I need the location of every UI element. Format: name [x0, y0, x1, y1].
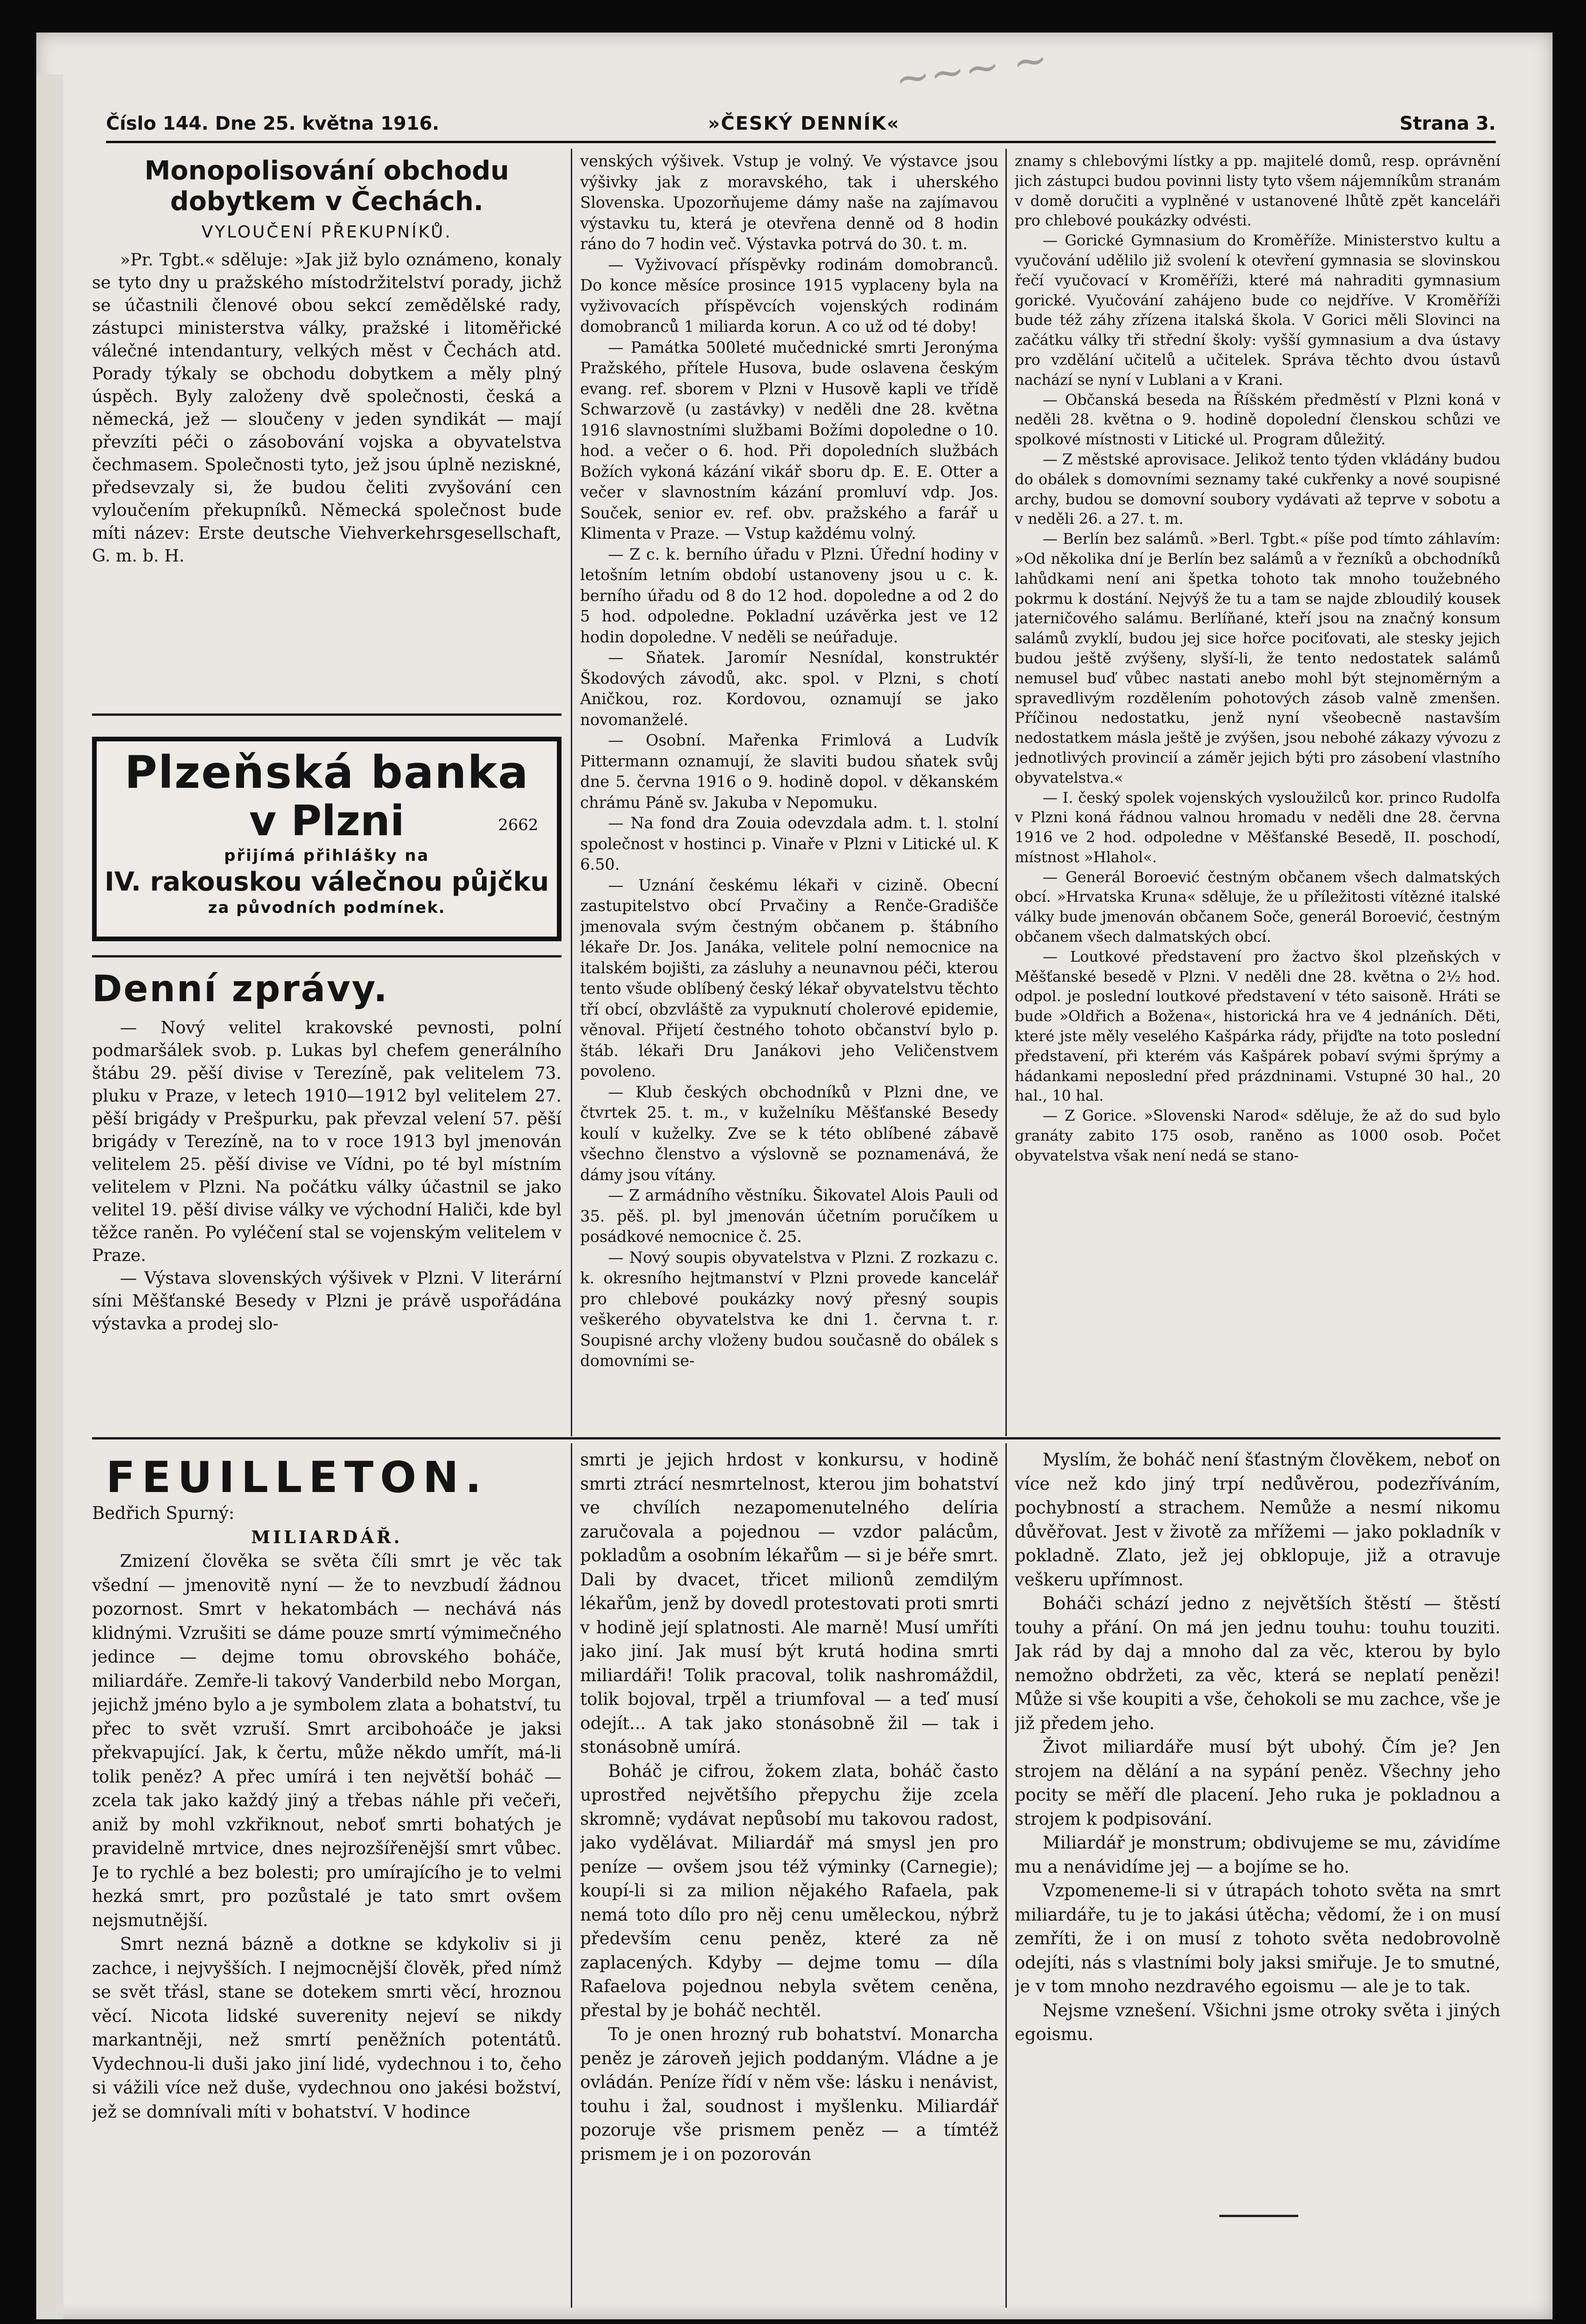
feuilleton-column-3: [1015, 1448, 1500, 2210]
news-item: — Vyživovací příspěvky rodinám domobranců. Do konce měsíce prosince 1915 vyplaceny byla na vyživovacích příspěvcích vojenských rodinám domobranců 1 miliarda korun. A co už od té doby!: [580, 255, 998, 336]
ad-number: 2662: [498, 816, 538, 834]
feuilleton-paragraph: To je onen hrozný rub bohatství. Monarcha peněz je zároveň jejich poddaným. Vládne a je ovládán. Peníze řídí v něm vše: lásku i nenávist, touhu i žal, soudnost i myšlenku. Miliardář pozoruje vše prismem peněz — a tímtéž prismem je i on pozorován: [580, 2024, 998, 2164]
article-body: »Pr. Tgbt.« sděluje: »Jak již bylo oznámeno, konaly se tyto dny u pražského místodržitelství porady, jichž se účastnili členové obou sekcí zemědělské rady, zástupci ministerstva války, pražské i litoměřické válečné intendantury, velkých měst v Čechách atd. Porady týkaly se obchodu dobytkem a měly plný úspěch. Byly založeny dvě společnosti, česká a německá, jež — sloučeny v jeden syndikát — mají převzíti péči o zásobování vojska a obyvatelstva čechmasem. Společnosti tyto, jež jsou úplně neziskné, předsevzaly si, že budou čeliti zvyšování cen vyloučením překupníků. Německá společnost bude míti název: Erste deutsche Viehverkehrsgesellschaft, G. m. b. H.: [92, 250, 562, 566]
adjacent-page-edge: [36, 74, 63, 2319]
feuilleton-title: MILIARDÁŘ.: [251, 1526, 403, 1547]
news-item: — Klub českých obchodníků v Plzni dne, ve čtvrtek 25. t. m., v kuželníku Měšťanské Besedy koulí v kuželky. Zve se k této oblíbené zábavě všechno členstvo a výslovně se poznamenává, že dámy jsou vítány.: [580, 1083, 998, 1184]
issue-date: Číslo 144. Dne 25. května 1916.: [106, 113, 439, 134]
feuilleton-column-2: [580, 1448, 998, 2310]
news-item: — Nový velitel krakovské pevnosti, polní podmaršálek svob. p. Lukas byl chefem generálního štábu 29. pěší divise v Terezíně, pak velitelem 73. pluku v Praze, v letech 1910—1912 byl velitelem 27. pěší brigády v Prešpurku, pak převzal velení 57. pěší brigády v Terezíně, na to v roce 1913 byl jmenován velitelem 25. pěší divise ve Vídni, po té byl místním velitelem v Plzni. Na počátku války účastnil se jako velitel 19. pěší divise války ve východní Haliči, kde byl těžce raněn. Po vyléčení stal se vojenským velitelem v Praze.: [92, 1017, 562, 1265]
feuilleton-paragraph: Život miliardáře musí být ubohý. Čím je? Jen strojem na dělání a na sypání peněz. Všechny jeho pocity se měří dle placení. Jeho ruka je pokladnou a strojem k podpisování.: [1015, 1737, 1500, 1829]
news-item: venských výšivek. Vstup je volný. Ve výstavce jsou výšivky jak z moravského, tak i uherského Slovenska. Upozorňujeme dámy naše na zajímavou výstavku tu, která je otevřena denně od 8 hodin ráno do 7 hodin več. Výstavka potrvá do 30. t. m.: [580, 152, 998, 253]
news-item: — Gorické Gymnasium do Kroměříže. Ministerstvo kultu a vyučování udělilo již svolení k otevření gymnasia se slovinskou řečí vyučovací v Kroměříži, které má nahraditi gymnasium gorické. Vyučování zahájeno bude co nejdříve. V Kroměříži bude též záhy zřízena italská škola. V Gorici měli Slovinci na začátku války tři střední školy: vyšší gymnasium a dva ústavy pro vzdělání učitelů a učitelek. Správa těchto dvou ústavů nachází se nyní v Lublani a v Krani.: [1015, 231, 1500, 389]
news-item: — Památka 500leté mučednické smrti Jeronýma Pražského, přítele Husova, bude oslavena českým evang. ref. sborem v Plzni v Husově kapli ve třídě Schwarzově (u zastávky) v neděli dne 28. května 1916 slavnostními službami Božími dopoledne o 10. hod. a večer o 6. hod. Při dopoledních službách Božích vykoná kázání vikář sboru dp. E. E. Otter a večer v slavnostním kázání promluví vdp. Jos. Souček, senior ev. ref. obv. pražského a farář u Klimenta v Praze. — Vstup každému volný.: [580, 338, 998, 542]
masthead-rule: [106, 141, 1496, 143]
section-rule: [92, 955, 562, 957]
newspaper-name: »ČESKÝ DENNÍK«: [708, 113, 900, 134]
news-item: — Sňatek. Jaromír Nesnídal, konstruktér Škodových závodů, akc. spol. v Plzni, s chotí Aničkou, roz. Kordovou, oznamují se jako novomanželé.: [580, 648, 998, 729]
ad-line: za původních podmínek.: [208, 898, 446, 917]
news-item: — Z armádního věstníku. Šikovatel Alois Pauli od 35. pěš. pl. byl jmenován účetním poručíkem u posádkové nemocnice č. 25.: [580, 1186, 998, 1246]
article-subtitle: VYLOUČENÍ PŘEKUPNÍKŮ.: [201, 223, 452, 242]
column-divider: [571, 1443, 572, 2308]
daily-news-section: [92, 967, 562, 1432]
news-item: znamy s chlebovými lístky a pp. majitelé domů, resp. oprávnění jich zástupci budou povinni listy tyto všem nájemníkům stranám v domě doručiti a vyplněné v ustanovené lhůtě zpět kanceláři pro chlebové poukázky odvésti.: [1015, 152, 1500, 230]
feuilleton-paragraph: Boháči schází jedno z největších štěstí — štěstí touhy a přání. On má jen jednu touhu: touhu touziti. Jak rád by daj a mnoho dal za věc, kterou by bylo nemožno obdržeti, za věc, která se neplatí penězi! Může si vše koupiti a vše, čehokoli se mu zachce, vše je již předem jeho.: [1015, 1593, 1500, 1733]
feuilleton-paragraph: Zmizení člověka se světa číli smrt je věc tak všední — jmenovitě nyní — že to nevzbudí žádnou pozornost. Smrt v hekatombách — nechává nás klidnými. Vzrušiti se dáme pouze smrtí výmimečného jedince — dejme tomu obrovského boháče, miliardáře. Zemře-li takový Vanderbild nebo Morgan, jejichž jméno bylo a je symbolem zlata a bohatství, tu přec to svět vzruší. Smrt arcibohoáče je jaksi překvapující. Jak, k čertu, může někdo umřít, má-li tolik peněz? A přec umírá i ten největší boháč — zcela tak jako každý jiný a třebas náhle při večeři, aniž by mohl vzkřiknout, neboť smrti bohatých je pravidelně mrtvice, dnes nejrozšířenější smrt vůbec. Je to rychlé a bez bolesti; pro umírajícího je to velmi hezká smrt, pro pozůstalé je tato smrt ovšem nejsmutnější.: [92, 1551, 562, 1930]
news-item: — Nový soupis obyvatelstva v Plzni. Z rozkazu c. k. okresního hejtmanství v Plzni provede kancelář pro chlebové poukázky nový přesný soupis veškerého obyvatelstva ke dni 1. června t. r. Soupisné archy vloženy budou současně do obálek s domovními se-: [580, 1248, 998, 1370]
news-item: — Občanská beseda na Říšském předměstí v Plzni koná v neděli 28. května o 9. hodině dopolední členskou schůzi ve spolkové místnosti v Litické ul. Program důležitý.: [1015, 390, 1500, 449]
handwritten-scribble: ~~~ ~: [892, 34, 1051, 104]
article-title: Monopolisování obchodu dobytkem v Čechách.: [144, 156, 509, 217]
column-divider: [571, 149, 572, 1436]
column-divider: [1005, 1443, 1007, 2308]
news-item: — Výstava slovenských výšivek v Plzni. V literární síni Měšťanské Besedy v Plzni je právě uspořádána výstavka a prodej slo-: [92, 1268, 562, 1334]
column-divider: [1005, 149, 1007, 1436]
article-monopol: [92, 156, 562, 704]
bank-advertisement: [92, 737, 562, 941]
news-item: — Generál Boroević čestným občanem všech dalmatských obcí. »Hrvatska Kruna« sděluje, že u příležitosti vítězné italské války bude jmenován občanem Soče, generál Boroević, čestným občanem všech dalmatských obcí.: [1015, 868, 1500, 946]
news-item: — Z městské aprovisace. Jelikož tento týden vkládány budou do obálek s domovními seznamy také cukřenky a nové soupisné archy, budou se domovní soubory vydávati až teprve v sobotu a v neděli 26. a 27. t. m.: [1015, 450, 1500, 528]
end-rule: [1219, 2215, 1298, 2217]
feuilleton-heading: FEUILLETON.: [106, 1452, 488, 1502]
ad-bank-name: Plzeňská banka: [124, 746, 529, 799]
ad-loan-name: IV. rakouskou válečnou půjčku: [105, 867, 549, 897]
feuilleton-paragraph: Boháč je cifrou, žokem zlata, boháč často uprostřed největšího přepychu žije zcela skromně; vydávat nepůsobí mu takovou radost, jako vydělávat. Miliardář má smysl jen pro peníze — ovšem jsou též výminky (Carnegie); koupí-li si za milion nějakého Rafaela, pak nemá toto dílo pro něj cenu uměleckou, nýbrž především cenu peněz, které za ně zaplacených. Kdyby — dejme tomu — díla Rafaelova pojednou nebyla světem ceněna, přestal by je boháč nechtěl.: [580, 1761, 998, 2020]
feuilleton-author: Bedřich Spurný:: [92, 1503, 235, 1523]
page-number: Strana 3.: [1399, 113, 1496, 134]
feuilleton-paragraph: Miliardář je monstrum; obdivujeme se mu, závidíme mu a nenávidíme jej — a bojíme se ho.: [1015, 1833, 1500, 1877]
section-rule: [92, 713, 562, 716]
news-column-2: [580, 151, 998, 1434]
section-rule: [92, 1437, 1500, 1439]
news-item: — Loutkové představení pro žactvo škol plzeňských v Měšťanské besedě v Plzni. V neděli dne 28. května o 2½ hod. odpol. je poslední loutkové představení v této saisoně. Hráti se bude »Oldřich a Božena«, historická hra ve 4 jednáních. Děti, které jste měly veselého Kašpárka rády, přijďte na toto poslední představení, při kterém vás Kašpárek pobaví svými šprýmy a hádankami neposlední před prázdninami. Vstupné 30 hal., 20 hal., 10 hal.: [1015, 947, 1500, 1105]
news-item: — Uznání českému lékaři v cizině. Obecní zastupitelstvo obcí Prvačiny a Renče-Gradišče jmenovala svým čestným občanem p. štábního lékaře Dr. Jos. Janáka, velitele polní nemocnice na italském bojišti, za zásluhy a neunavnou péči, kterou tento všude oblíbený český lékař obyvatelstvu těchto tří obcí, obzvláště za vypuknutí cholerové epidemie, věnoval. Přijetí čestného tohoto občanství bylo p. štáb. lékaři Dru Janákovi jeho Veličenstvem povoleno.: [580, 876, 998, 1080]
news-item: — I. český spolek vojenských vysloužilců kor. princo Rudolfa v Plzni koná řádnou valnou hromadu v neděli dne 28. června 1916 ve 2 hod. odpoledne v Měšťanské Besedě, II. poschodí, místnost »Hlahol«.: [1015, 788, 1500, 866]
news-item: — Osobní. Mařenka Frimlová a Ludvík Pittermann oznamují, že slaviti budou sňatek svůj dne 5. června 1916 o 9. hodině dopol. v děkanském chrámu Páně sv. Jakuba v Nepomuku.: [580, 731, 998, 812]
feuilleton-paragraph: Smrt nezná bázně a dotkne se kdykoliv si ji zachce, i nejvyšších. I nejmocnější člověk, před nímž se svět třásl, stane se dotekem smrti věcí, hroznou věcí. Nicota lidské suverenity nejeví se nikdy markantněji, než smrtí peněžních potentátů. Vydechnou-li duši jako jiní lidé, vydechnou i to, čeho si vážili více než duše, vydechnou ono jakési božství, jež se domnívali míti v bohatství. V hodince: [92, 1934, 562, 2122]
feuilleton-column-1: [92, 1501, 562, 2310]
news-column-3: [1015, 151, 1500, 1434]
news-item: — Berlín bez salámů. »Berl. Tgbt.« píše pod tímto záhlavím: »Od několika dní je Berlín bez salámů a v řezníků a obchodníků lahůdkami není ani špetka tohoto tak mnoho toužebného pokrmu k dostání. Nejvýš že tu a tam se najde zbloudilý kousek jaterničového salámu. Berlíňané, kteří jsou na značný konsum salámů zvyklí, budou jej sice hořce pociťovati, ale stesky jejich budou ještě zvýšeny, slyší-li, že tento nedostatek salámů nemusel buď vůbec nastati anebo mohl být stejnoměrným a spravedlivým rozdělením pohotových zásob valně zmenšen. Příčinou nedostatku, jenž nyní všeobecně nastavším nedostatkem másla ještě je zvýšen, jsou nebohé zákazy vývozu z jednotlivých provincií a záměr jejich býti pro zásobení vlastního obyvatelstva.«: [1015, 530, 1500, 786]
feuilleton-paragraph: Myslím, že boháč není šťastným člověkem, neboť on více než kdo jiný trpí nedůvěrou, podezříváním, pochybností a strachem. Nemůže a nesmí nikomu důvěřovat. Jest v životě za mřížemi — jako pokladník v pokladně. Zlato, jež jej obklopuje, již a otravuje veškeru upřímnost.: [1015, 1450, 1500, 1590]
feuilleton-paragraph: smrti je jejich hrdost v konkursu, v hodině smrti ztrácí nesmrtelnost, kterou jim bohatství ve chvílích nezapomenutelného delíria zaručovala a pojednou — vzdor palácům, pokladům a osobním lékařům — si je béře smrt. Dali by dvacet, třicet milionů zemdilým lékařům, jenž by dovedl protestovati proti smrti v hodině její splatnosti. Ale marně! Musí umříti jako jiní. Jak musí být krutá hodina smrti miliardáři! Tolik pracoval, tolik nashromáždil, tolik bojoval, trpěl a triumfoval — a teď musí odejít... A tak jako stonásobně žil — tak i stonásobně umírá.: [580, 1450, 998, 1757]
ad-line: přijímá přihlášky na: [224, 846, 430, 865]
newspaper-page: [36, 33, 1553, 2319]
feuilleton-paragraph: Vzpomeneme-li si v útrapách tohoto světa na smrt miliardáře, tu je to jakási útěcha; vědomí, že i on musí zemříti, že i on musí z tohoto světa nedobrovolně odejíti, nás s vlastními boly jaksi smiřuje. Je to smutné, je v tom mnoho nezdravého egoismu — ale je to tak.: [1015, 1881, 1500, 1996]
news-item: — Z c. k. berního úřadu v Plzni. Úřední hodiny v letošním letním období ustanoveny jsou u c. k. berního úřadu od 8 do 12 hod. dopoledne a od 2 do 5 hod. odpoledne. Pokladní uzávěrka jest ve 12 hodin dopoledne. V neděli se neúřaduje.: [580, 545, 998, 646]
news-item: — Na fond dra Zouia odevzdala adm. t. l. stolní společnost v hostinci p. Vinaře v Plzni v Litické ul. K 6.50.: [580, 814, 998, 873]
section-heading: Denní zprávy.: [92, 968, 389, 1010]
news-item: — Z Gorice. »Slovenski Narod« sděluje, že až do sud bylo granáty zabito 175 osob, raněno as 1000 osob. Počet obyvatelstva však není nedá se stano-: [1015, 1107, 1500, 1164]
feuilleton-paragraph: Nejsme vznešení. Všichni jsme otroky světa i jiných egoismu.: [1015, 2000, 1500, 2044]
ad-city: v Plzni: [249, 797, 405, 845]
masthead: [106, 109, 1496, 142]
